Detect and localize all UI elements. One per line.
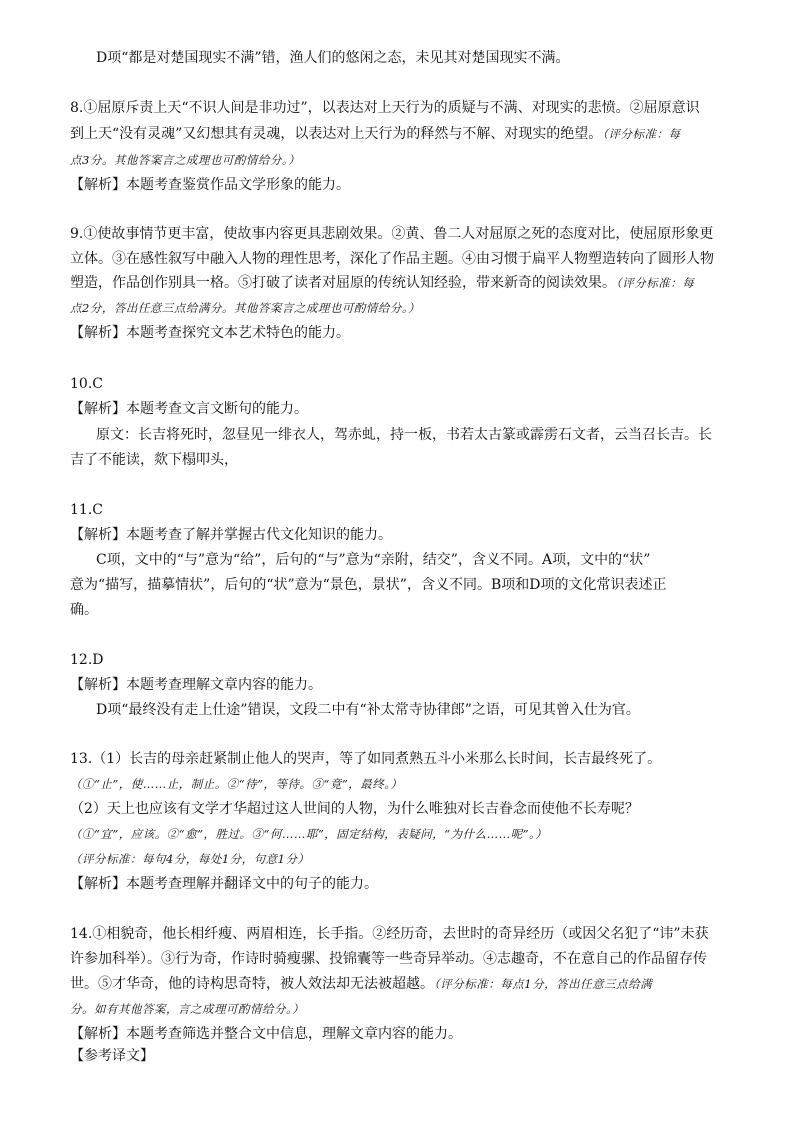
scoring-note: （评分标准：每 xyxy=(616,276,695,290)
q14-answer-line: 14.①相貌奇，他长相纤瘦、两眉相连，长手指。②经历奇，去世时的奇异经历（或因父名犯了“讳”未获 xyxy=(70,926,709,942)
q10-answer-line: 10.C xyxy=(70,376,103,392)
q14-answer-line xyxy=(70,974,730,994)
scoring-note: （评分标准：每句4分，每处1分，句意1分） xyxy=(70,852,310,866)
reference-translation-heading: 【参考译文】 xyxy=(70,1048,154,1064)
scoring-note: （评分标准：每 xyxy=(602,127,681,141)
scoring-note: 点2分，答出任意三点给满分。其他答案言之成理也可酌情给分。） xyxy=(70,301,421,315)
q12-answer-line: 12.D xyxy=(70,652,104,668)
original-text-line: 吉了不能读，欻下榻叩头， xyxy=(70,452,238,468)
original-text-line: 原文：长吉将死时，忽昼见一绯衣人，驾赤虬，持一板，书若太古篆或霹雳石文者，云当召长吉。长 xyxy=(96,427,712,443)
analysis-line: 【解析】本题考查探究文本艺术特色的能力。 xyxy=(70,325,350,341)
analysis-line: 【解析】本题考查了解并掌握古代文化知识的能力。 xyxy=(70,527,392,543)
q9-answer-line xyxy=(70,273,730,293)
answer-text: 世。⑤才华奇，他的诗构思奇特，被人效法却无法被超越。 xyxy=(70,976,434,992)
scoring-note: 分。如有其他答案，言之成理可酌情给分。） xyxy=(70,1002,305,1016)
analysis-line: 【解析】本题考查理解并翻译文中的句子的能力。 xyxy=(70,876,378,892)
answer-text-line: D项“都是对楚国现实不满”错，渔人们的悠闲之态，未见其对楚国现实不满。 xyxy=(96,50,570,66)
q13-answer-line: （2）天上也应该有文学才华超过这人世间的人物，为什么唯独对长吉眷念而使他不长寿呢？ xyxy=(70,801,639,817)
scoring-note: （①“止”，使……止，制止。②“待”，等待。③“竟”，最终。） xyxy=(70,777,403,791)
q13-answer-line: 13.（1）长吉的母亲赶紧制止他人的哭声，等了如同煮熟五斗小米那么长时间，长吉最终死了。 xyxy=(70,751,662,767)
scoring-note: 点3分。其他答案言之成理也可酌情给分。） xyxy=(70,153,301,167)
q8-answer-line xyxy=(70,124,730,144)
q9-answer-line: 9.①使故事情节更丰富，使故事内容更具悲剧效果。②黄、鲁二人对屈原之死的态度对比，使屈原形象更 xyxy=(70,226,714,242)
answer-text: 塑造，作品创作别具一格。⑤打破了读者对屈原的传统认知经验，带来新奇的阅读效果。 xyxy=(70,275,616,291)
q11-explanation-line: C项，文中的“与”意为“给”，后句的“与”意为“亲附，结交”，含义不同。A项，文中的“状” xyxy=(96,552,651,568)
q11-answer-line: 11.C xyxy=(70,502,103,518)
q9-answer-line: 立体。③在感性叙写中融入人物的理性思考，深化了作品主题。④由习惯于扁平人物塑造转向了圆形人物 xyxy=(70,251,714,267)
q8-answer-line: 8.①屈原斥责上天“不识人间是非功过”，以表达对上天行为的质疑与不满、对现实的悲愤。②屈原意识 xyxy=(70,100,700,116)
q14-answer-line: 许参加科举）。③行为奇，作诗时骑瘦骡、投锦囊等一些奇异举动。④志趣奇，不在意自己的作品留存传 xyxy=(70,951,707,967)
analysis-line: 【解析】本题考查筛选并整合文中信息，理解文章内容的能力。 xyxy=(70,1026,462,1042)
scoring-note: （评分标准：每点1分，答出任意三点给满 xyxy=(434,977,653,991)
analysis-line: 【解析】本题考查文言文断句的能力。 xyxy=(70,401,308,417)
analysis-line: 【解析】本题考查理解文章内容的能力。 xyxy=(70,677,322,693)
q12-explanation-line: D项“最终没有走上仕途”错误，文段二中有“补太常寺协律郎”之语，可见其曾入仕为官。 xyxy=(96,702,640,718)
q11-explanation-line: 意为“描写，描摹情状”，后句的“状”意为“景色，景状”，含义不同。B项和D项的文化常识表述正 xyxy=(70,577,667,593)
answer-text: 到上天“没有灵魂”又幻想其有灵魂，以表达对上天行为的释然与不解、对现实的绝望。 xyxy=(70,126,603,142)
scoring-note: （①“宜”，应该。②“愈”，胜过。③“何……耶”，固定结构，表疑问，“为什么……呢”。） xyxy=(70,827,548,841)
analysis-line: 【解析】本题考查鉴赏作品文学形象的能力。 xyxy=(70,177,350,193)
q11-explanation-line: 确。 xyxy=(70,602,98,618)
